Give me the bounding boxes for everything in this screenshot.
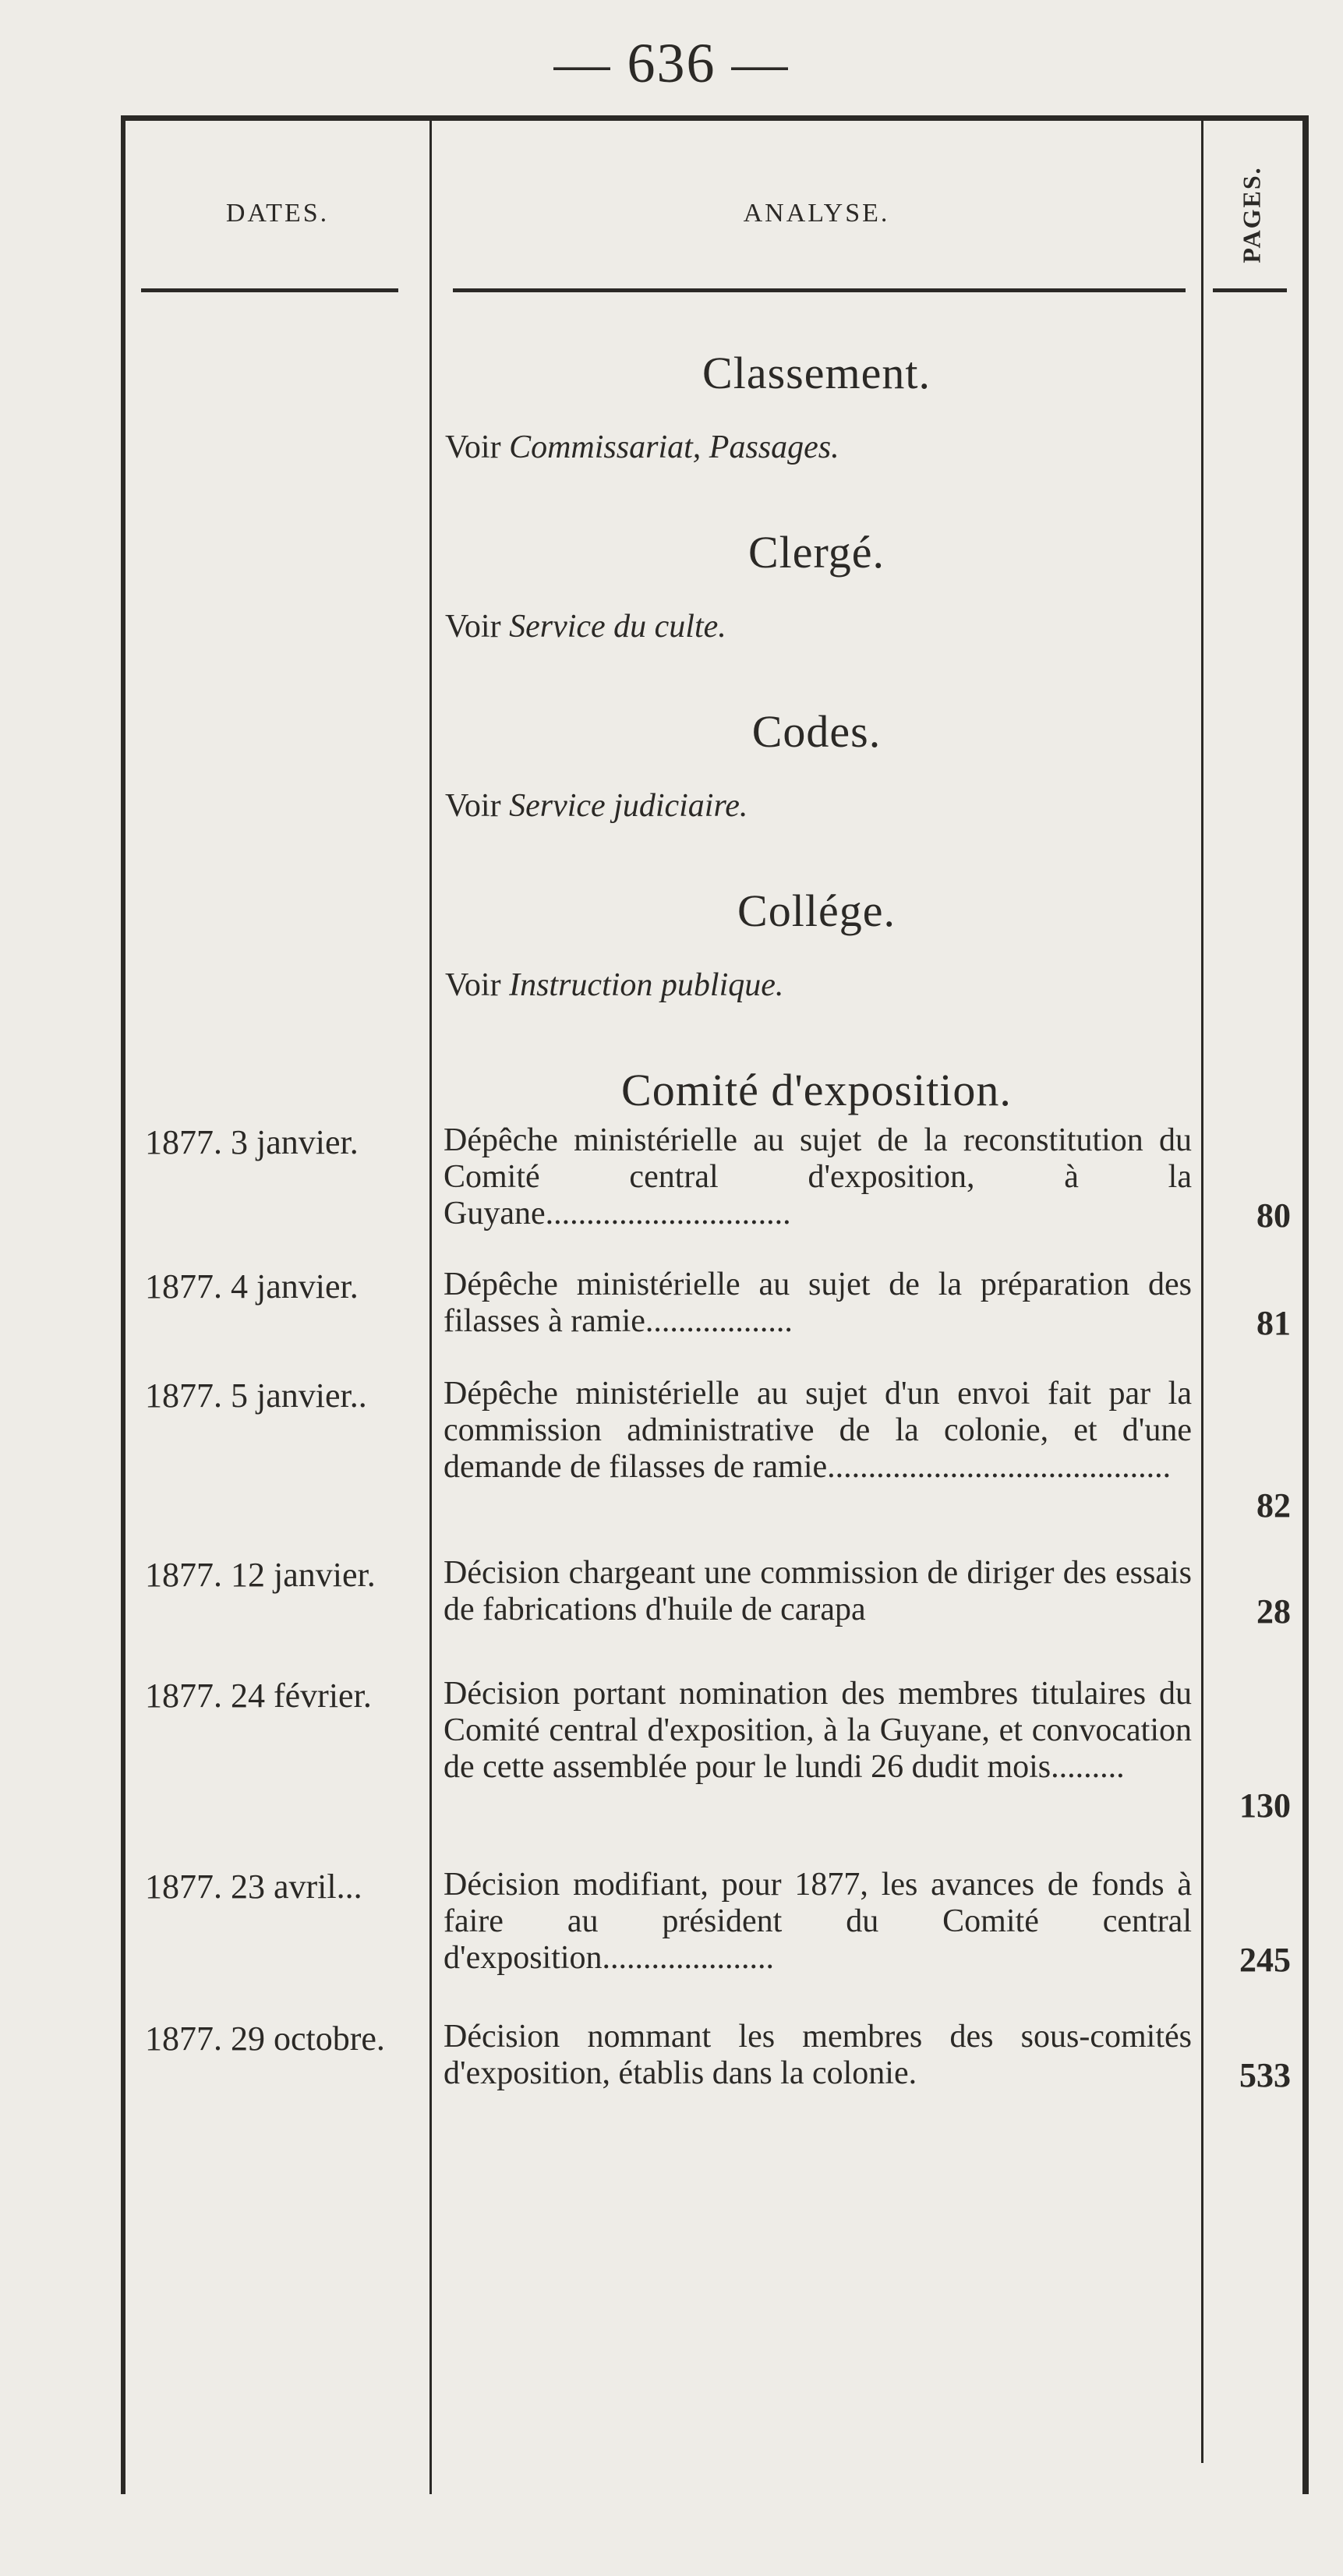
analyse-column-header: ANALYSE. xyxy=(743,199,890,228)
entry-analysis: Décision nommant les membres des sous-comités d'exposition, établis dans la colonie. xyxy=(444,2019,1192,2091)
see-target: Instruction publique. xyxy=(509,967,784,1003)
column-divider xyxy=(429,121,432,2494)
entry-analysis: Dépêche ministérielle au sujet de la reconstitution du Comité central d'exposition, à la Guyane.............................. xyxy=(444,1122,1192,1231)
section-title: Classement. xyxy=(702,348,931,398)
entry-page: 82 xyxy=(1256,1486,1291,1525)
entry-page: 28 xyxy=(1256,1592,1291,1631)
section-title: Collége. xyxy=(737,885,896,936)
entry-date: 1877. 23 avril... xyxy=(145,1868,362,1906)
see-target: Service du culte. xyxy=(509,609,726,645)
see-reference xyxy=(445,608,1193,645)
section-title: Clergé. xyxy=(747,527,885,578)
column-divider xyxy=(1201,121,1203,2463)
dates-column-header: DATES. xyxy=(225,199,330,228)
section-title: Comité d'exposition. xyxy=(621,1065,1012,1115)
entry-date: 1877. 29 octobre. xyxy=(145,2019,385,2058)
entry-analysis: Décision chargeant une commission de diriger des essais de fabrications d'huile de carapa xyxy=(444,1555,1192,1627)
section-title: Codes. xyxy=(751,706,882,757)
entry-analysis: Décision portant nomination des membres titulaires du Comité central d'exposition, à la Guyane, et convocation de cette assemblée pour le lundi 26 dudit mois......... xyxy=(444,1676,1192,1785)
table-frame xyxy=(121,115,1309,2494)
entry-analysis: Décision modifiant, pour 1877, les avances de fonds à faire au président du Comité central d'exposition..................... xyxy=(444,1867,1192,1976)
see-prefix: Voir xyxy=(445,609,501,645)
page-number: — 636 — xyxy=(553,32,790,94)
pages-header-label: PAGES. xyxy=(1237,165,1266,263)
entry-analysis: Dépêche ministérielle au sujet d'un envoi fait par la commission administrative de la colonie, et d'une demande de filasses de ramie.......................................... xyxy=(444,1376,1192,1485)
see-prefix: Voir xyxy=(445,788,501,824)
see-reference xyxy=(445,787,1193,825)
entry-page: 533 xyxy=(1239,2056,1291,2094)
header-rule xyxy=(1213,288,1287,292)
pages-column-header xyxy=(1205,152,1299,277)
entry-date: 1877. 12 janvier. xyxy=(145,1556,376,1594)
entry-page: 130 xyxy=(1239,1786,1291,1825)
see-prefix: Voir xyxy=(445,967,501,1003)
entry-date: 1877. 4 janvier. xyxy=(145,1267,359,1306)
entry-page: 80 xyxy=(1256,1196,1291,1235)
header-rule xyxy=(453,288,1186,292)
entry-page: 245 xyxy=(1239,1941,1291,1979)
entry-date: 1877. 3 janvier. xyxy=(145,1123,359,1161)
see-target: Commissariat, Passages. xyxy=(509,429,839,465)
see-reference xyxy=(445,966,1193,1004)
header-rule xyxy=(141,288,398,292)
entry-date: 1877. 24 février. xyxy=(145,1677,372,1715)
entry-date: 1877. 5 janvier.. xyxy=(145,1376,367,1415)
entry-analysis: Dépêche ministérielle au sujet de la préparation des filasses à ramie.................. xyxy=(444,1267,1192,1339)
see-target: Service judiciaire. xyxy=(509,788,748,824)
see-reference xyxy=(445,429,1193,466)
entry-page: 81 xyxy=(1256,1304,1291,1342)
see-prefix: Voir xyxy=(445,429,501,465)
